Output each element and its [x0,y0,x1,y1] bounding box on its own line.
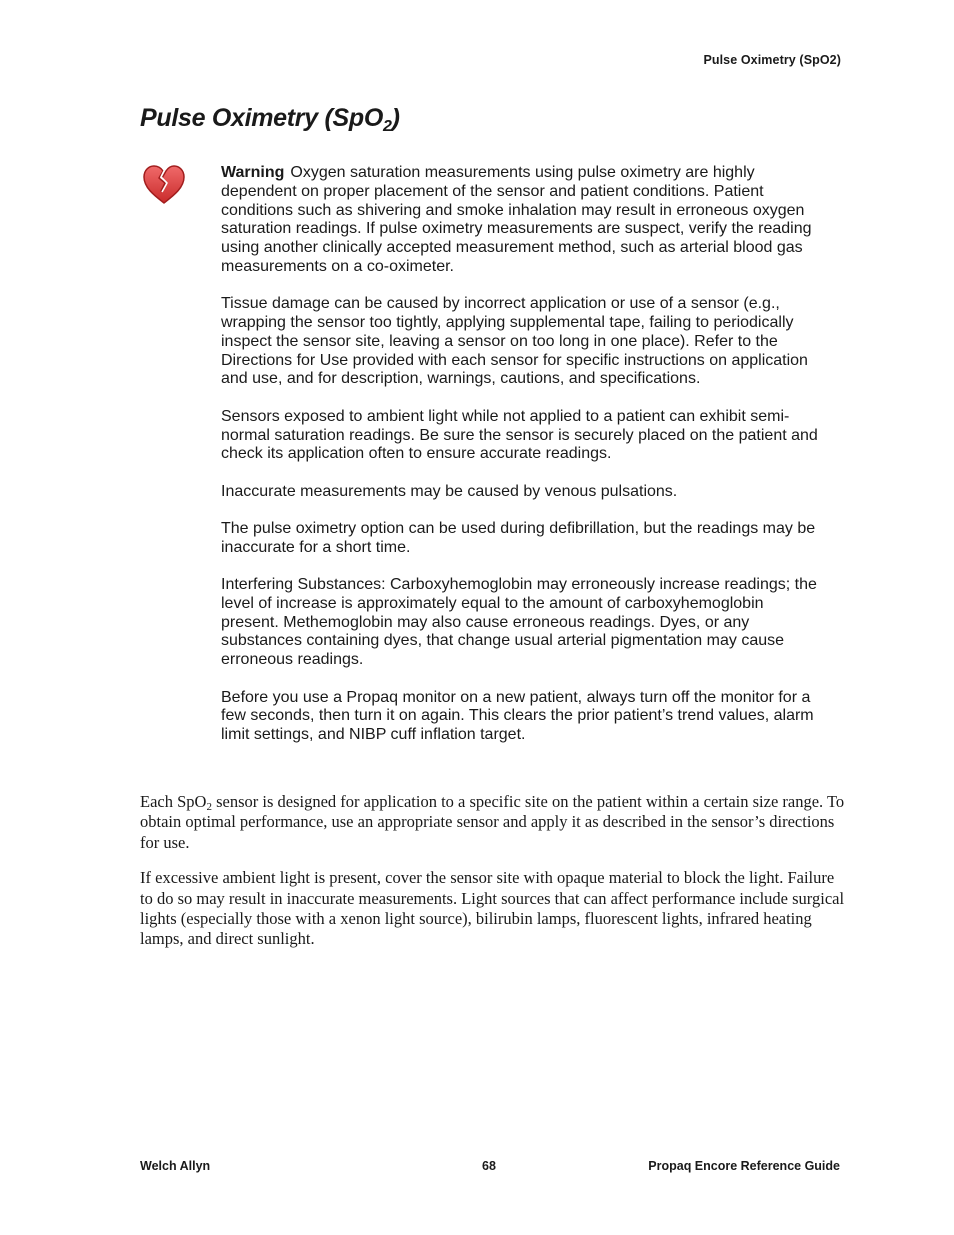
warning-paragraph: Tissue damage can be caused by incorrect application or use of a sensor (e.g., wrapping the sensor too tightly, applying supplemental tape, failing to periodically inspect the sensor site, leaving a sensor on too long in one place). Refer to the Directions for Use provided with each sensor for specific instructions on application and use, and for description, warnings, cautions, and specifications. [221,295,808,388]
body-text [140,792,845,965]
body-paragraph: If excessive ambient light is present, cover the sensor site with opaque material to block the light. Failure to do so may result in inaccurate measurements. Light sources that can affect performance include surgical lights (especially those with a xenon light source), bilirubin lamps, fluorescent lights, infrared heating lamps, and direct sunlight. [140,868,845,949]
footer-company: Welch Allyn [140,1159,211,1173]
body-paragraph: Each SpO$_2$ sensor is designed for application to a specific site on the patient within a certain size range. To obtain optimal performance, use an appropriate sensor and apply it as described in the sensor’s directions for use. [140,792,845,852]
broken-heart-icon [141,163,187,205]
running-header: Pulse Oximetry (SpO2) [703,53,841,67]
page-title [140,104,400,136]
page-title-main: Pulse Oximetry (SpO [140,104,383,132]
warning-paragraph: Inaccurate measurements may be caused by venous pulsations. [221,482,678,500]
page-title-subscript: 2 [383,118,392,135]
warning-paragraph: Sensors exposed to ambient light while not applied to a patient can exhibit semi-normal saturation readings. Be sure the sensor is securely placed on the patient and check its application often to ensure accurate readings. [221,407,818,463]
warning-paragraph: Warning Oxygen saturation measurements using pulse oximetry are highly dependent on proper placement of the sensor and patient conditions. Patient conditions such as shivering and smoke inhalation may result in erroneous oxygen saturation readings. If pulse oximetry measurements are suspect, verify the reading using another clinically accepted measurement method, such as arterial blood gas measurements on a co-oximeter. [221,164,812,275]
page-footer [140,1159,840,1175]
page-title-close: ) [391,104,400,132]
warning-paragraph: The pulse oximetry option can be used during defibrillation, but the readings may be inaccurate for a short time. [221,519,816,556]
footer-document-title: Propaq Encore Reference Guide [648,1159,840,1173]
warning-block [221,164,821,763]
warning-paragraph: Before you use a Propaq monitor on a new patient, always turn off the monitor for a few seconds, then turn it on again. This clears the prior patient’s trend values, alarm limit settings, and NIBP cuff inflation target. [221,688,814,744]
warning-label: Warning [221,164,285,181]
warning-paragraph: Interfering Substances: Carboxyhemoglobin may erroneously increase readings; the level of increase is approximately equal to the amount of carboxyhemoglobin present. Methemoglobin may also cause erroneous readings. Dyes, or any substances containing dyes, that change usual arterial pigmentation may cause erroneous readings. [221,576,817,669]
footer-page-number: 68 [482,1159,496,1173]
spo2-subscript: 2 [206,801,212,813]
